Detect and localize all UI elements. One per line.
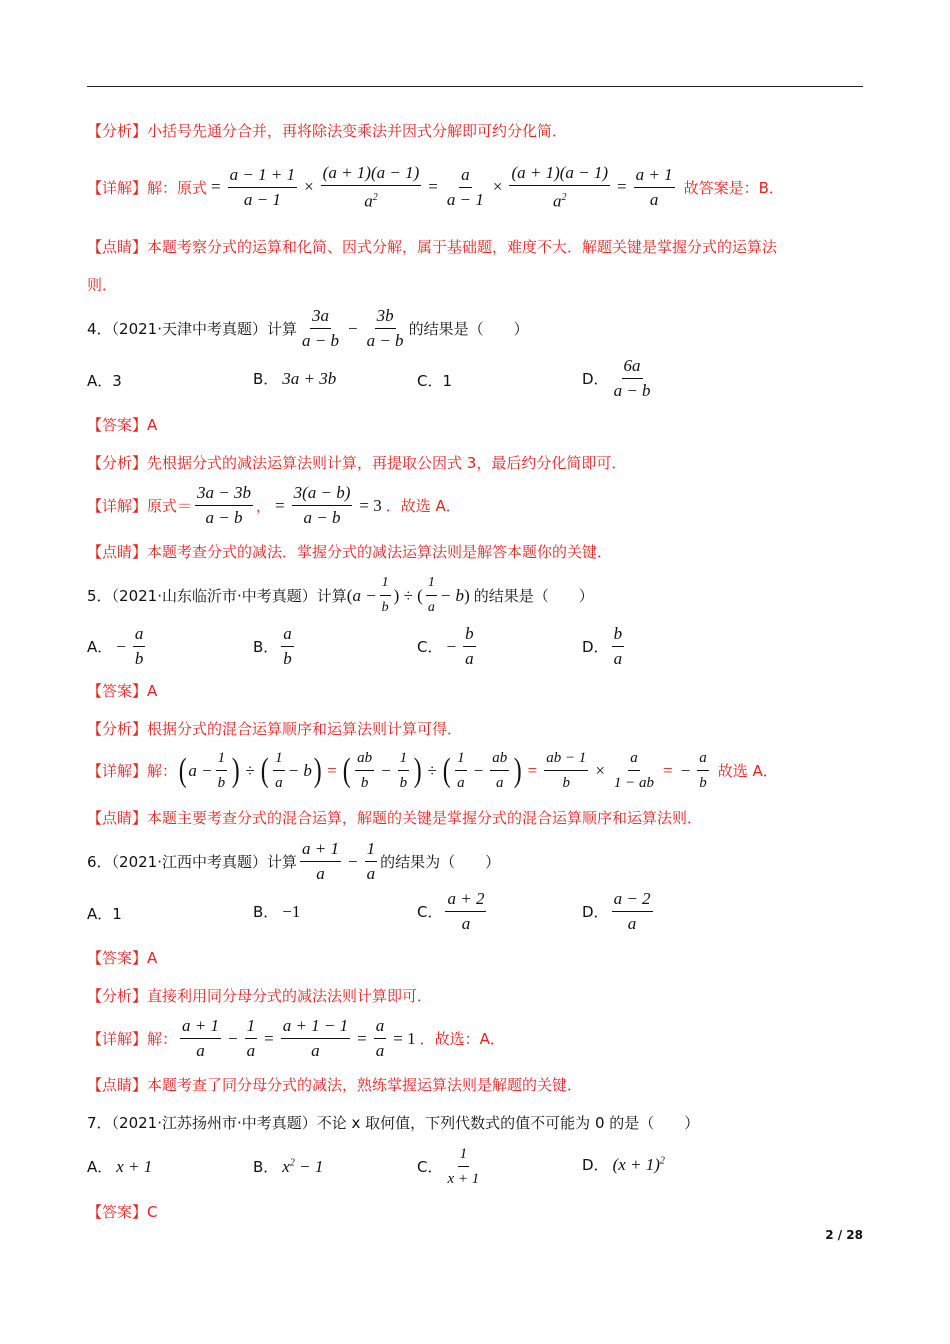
page-number: 2 / 28 (825, 1228, 863, 1242)
q4-option-c: C．1 (417, 372, 453, 390)
question-4-prefix: 4．（2021·天津中考真题）计算 (87, 320, 297, 338)
answer-line-q4 (87, 414, 157, 435)
comment-text: 本题考察分式的运算和化简、因式分解，属于基础题，难度不大．解题关键是掌握分式的运算法 (147, 238, 778, 256)
question-4-suffix: 的结果是（ ） (408, 320, 529, 338)
comment-line-q3-cont (87, 274, 117, 295)
math-fraction: $\frac{a + 1}{a}$ (635, 164, 673, 209)
q7-option-d: D． $(x + 1)^2$ (582, 1154, 665, 1174)
answer-tag: 【答案】 (87, 416, 148, 434)
q4-option-d: D． $\frac{6a}{a - b}$ (582, 356, 651, 400)
comment-line-q4: 【点睛】 本题考查分式的减法．掌握分式的减法运算法则是解答本题你的关键． (87, 543, 613, 561)
comment-line-q5: 【点睛】 本题主要考查分式的混合运算，解题的关键是掌握分式的混合运算顺序和运算法则． (87, 809, 703, 827)
analysis-line-q4: 【分析】 先根据分式的减法运算法则计算，再提取公因式 3，最后约分化简即可． (87, 454, 627, 472)
math-fraction: $\frac{a}{a - 1}$ (446, 164, 484, 209)
detail-line-q6: 【详解】 解： $\frac{a + 1}{a}$ − $\frac{1}{a}$ = $\frac{a + 1 - 1}{a}$ = $\frac{a}{a}$ = 1 ．故选：A． (87, 1016, 505, 1060)
math-fraction: $\frac{3a - 3b}{a - b}$ (197, 483, 252, 527)
math-fraction: $\frac{(a + 1)(a - 1)}{a^2}$ (511, 163, 609, 211)
q5-option-c: C． − $\frac{b}{a}$ (417, 624, 474, 668)
detail-line-q5: 【详解】 解： ( a − $\frac{1}{b}$ ) ÷ ( $\frac{1}{a}$ − b ) = ( $\frac{ab}{b}$ − $\frac{1}{b}$ ) ÷ ( $\frac{1}{a}$ − $\frac{ab}{a}$ ) = $\frac{ab - 1}{b}$ × $\frac{a}{1 - ab}$ = − $\frac{a}{b}$ 故选 A． (87, 750, 778, 791)
detail-prefix: 解：原式 (147, 178, 208, 197)
question-6-stem: 6．（2021·江西中考真题）计算 $\frac{a + 1}{a}$ − $\frac{1}{a}$ 的结果为（ ） (87, 839, 501, 883)
comment-line-q3 (87, 236, 777, 257)
q5-option-d: D． $\frac{b}{a}$ (582, 624, 623, 668)
math-fraction: $\frac{3(a - b)}{a - b}$ (293, 483, 351, 527)
answer-line-q7: 【答案】 C (87, 1202, 158, 1221)
analysis-line-q6: 【分析】 直接利用同分母分式的减法法则计算即可． (87, 987, 433, 1005)
comment-line-q6: 【点睛】 本题考查了同分母分式的减法，熟练掌握运算法则是解题的关键． (87, 1076, 583, 1094)
question-5-stem: 5．（2021·山东临沂市·中考真题）计算 ( a − $\frac{1}{b}$ ) ÷ ( $\frac{1}{a}$ − b ) 的结果是（ ） (87, 575, 594, 615)
math-fraction: $\frac{3a}{a - b}$ (302, 306, 339, 350)
analysis-tag: 【分析】 (87, 122, 148, 140)
question-7-stem: 7．（2021·江苏扬州市·中考真题）不论 x 取何值，下列代数式的值不可能为 0 的是（ ） (87, 1114, 700, 1132)
q6-option-b: B． −1 (253, 901, 301, 921)
comment-tag: 【点睛】 (87, 238, 148, 256)
detail-line-q3 (87, 163, 784, 212)
detail-line-q4: 【详解】 原式＝ $\frac{3a - 3b}{a - b}$ ， = $\frac{3(a - b)}{a - b}$ = 3 ．故选 A． (87, 483, 461, 527)
q7-option-c: C． $\frac{1}{x + 1}$ (417, 1146, 480, 1187)
comment-text-cont: 则． (87, 276, 118, 294)
question-4-stem: 4．（2021·天津中考真题）计算 $\frac{3a}{a - b}$ − $\frac{3b}{a - b}$ 的结果是（ ） (87, 306, 529, 350)
q6-option-c: C． $\frac{a + 2}{a}$ (417, 889, 485, 933)
math-fraction: $\frac{3b}{a - b}$ (366, 306, 404, 350)
q7-option-b: B． $x^2 - 1$ (253, 1156, 324, 1176)
math-eq: = (211, 177, 221, 197)
answer-line-q6: 【答案】 A (87, 948, 158, 967)
analysis-line-q5: 【分析】 根据分式的混合运算顺序和运算法则计算可得． (87, 720, 463, 738)
q7-option-a: A． x + 1 (87, 1156, 153, 1176)
header-rule (87, 86, 863, 87)
math-fraction: $\frac{a - 1 + 1}{a - 1}$ (229, 164, 296, 209)
analysis-text: 先根据分式的减法运算法则计算，再提取公因式 3，最后约分化简即可． (147, 454, 627, 472)
math-eq: = (428, 177, 438, 197)
detail-suffix: ．故选 A． (385, 497, 461, 515)
q4-option-b: B． 3a + 3b (253, 368, 337, 388)
answer-line-q5: 【答案】 A (87, 681, 158, 700)
detail-prefix: 原式＝ (147, 497, 193, 515)
math-times: × (492, 177, 503, 197)
detail-tag: 【详解】 (87, 178, 148, 197)
q6-option-d: D． $\frac{a - 2}{a}$ (582, 889, 651, 933)
detail-suffix: 故答案是：B． (683, 178, 784, 197)
answer-value: A (147, 415, 158, 434)
q6-option-a: A．1 (87, 905, 122, 923)
analysis-line-q3 (87, 120, 567, 141)
q4-option-a: A．3 (87, 372, 122, 390)
comment-text: 本题考查分式的减法．掌握分式的减法运算法则是解答本题你的关键． (147, 543, 613, 561)
math-times: × (304, 177, 314, 197)
q5-option-a: A． − $\frac{a}{b}$ (87, 624, 144, 668)
math-fraction: $\frac{(a + 1)(a - 1)}{a^2}$ (322, 163, 420, 211)
math-eq: = (617, 177, 627, 197)
q5-option-b: B． $\frac{a}{b}$ (253, 624, 292, 668)
analysis-text: 小括号先通分合并，再将除法变乘法并因式分解即可约分化简． (147, 122, 568, 140)
